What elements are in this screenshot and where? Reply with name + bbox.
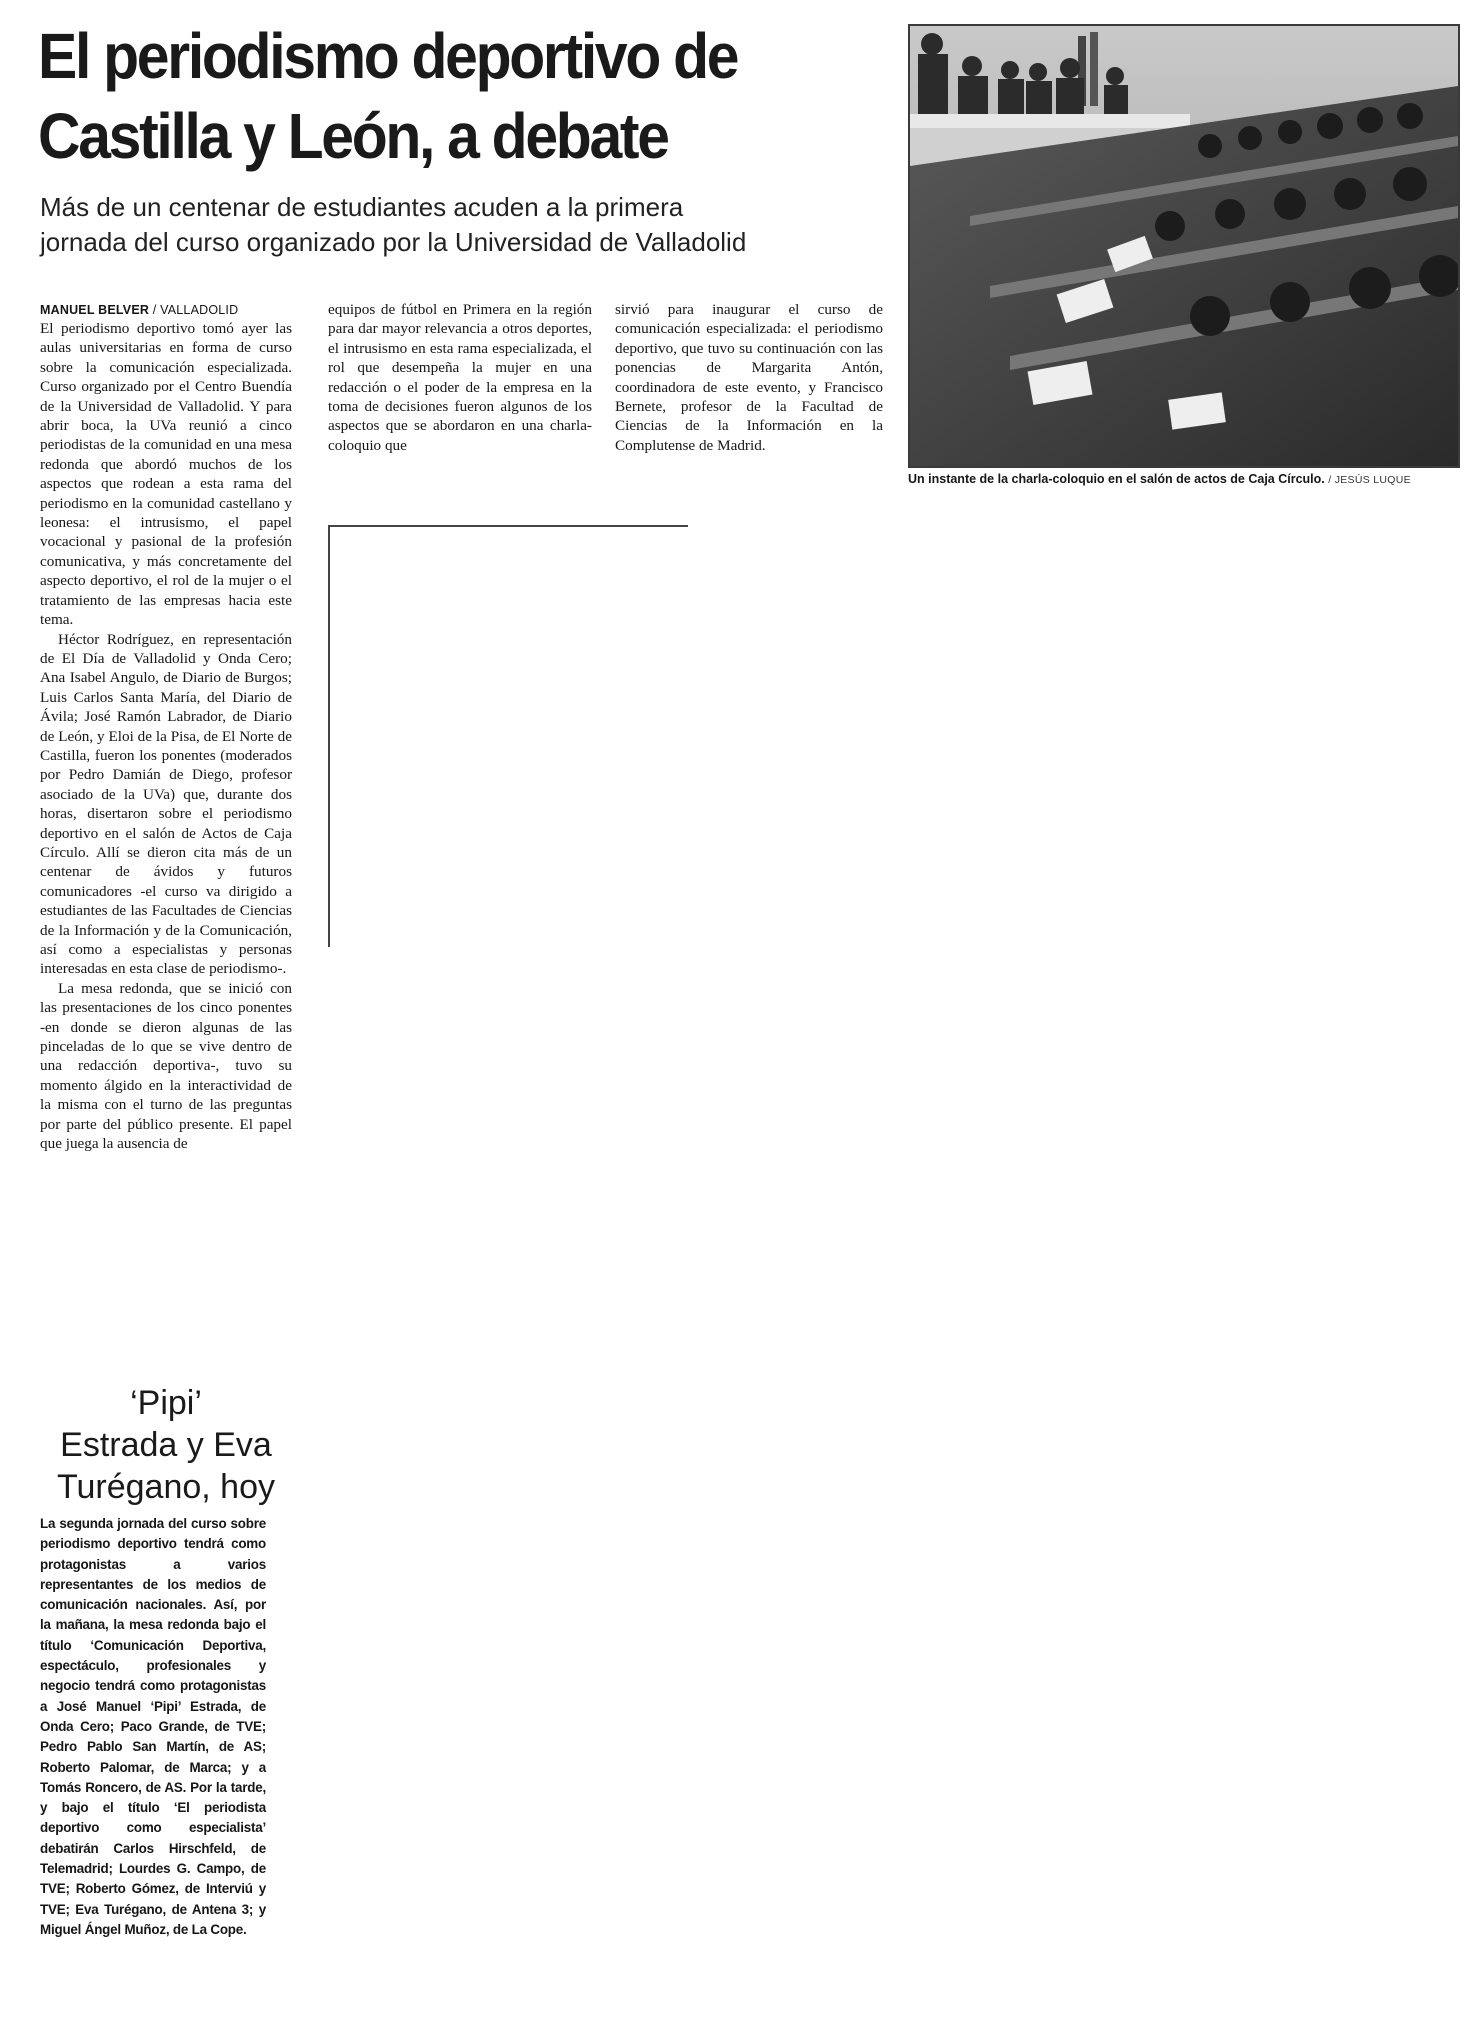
article-column-1	[40, 319, 292, 1153]
headline-line-2: Castilla y León, a debate	[38, 100, 668, 172]
sidebar-text: La segunda jornada del curso sobre periodismo deportivo tendrá como protagonistas a varios representantes de los medios de comunicación nacionales. Así, por la mañana, la mesa redonda bajo el título ‘Comunicación Deportiva, espectáculo, profesionales y negocio tendrá como protagonistas a José Manuel ‘Pipi’ Estrada, de Onda Cero; Paco Grande, de TVE; Pedro Pablo San Martín, de AS; Roberto Palomar, de Marca; y a Tomás Roncero, de AS. Por la tarde, y bajo el título ‘El periodista deportivo como especialista’ debatirán Carlos Hirschfeld, de Telemadrid; Lourdes G. Campo, de TVE; Roberto Gómez, de Interviú y TVE; Eva Turégano, de Antena 3; y Miguel Ángel Muñoz, de La Cope.	[40, 1516, 266, 1937]
byline-author: MANUEL BELVER	[40, 303, 150, 317]
photo-credit: / JESÚS LUQUE	[1328, 474, 1411, 486]
sidebar-title-line-2: Estrada y Eva	[60, 1426, 272, 1464]
subtitle-line-2: jornada del curso organizado por la Universidad de Valladolid	[40, 227, 747, 257]
caption-text: Un instante de la charla-coloquio en el salón de actos de Caja Círculo.	[908, 472, 1325, 486]
sidebar-title-line-1: ‘Pipi’	[130, 1384, 202, 1422]
article-column-2	[328, 300, 592, 455]
empty-box-frame	[328, 525, 688, 947]
event-photo	[908, 24, 1460, 468]
article-column-3	[615, 300, 883, 455]
subtitle	[40, 190, 890, 260]
article-paragraph-col2: equipos de fútbol en Primera en la región para dar mayor relevancia a otros deportes, el intrusismo en esta rama especializada, el rol que desempeña la mujer en una redacción o el poder de la empresa en la toma de decisiones fueron algunos de los aspectos que se abordaron en una charla-coloquio que	[328, 301, 592, 454]
photo-illustration	[910, 26, 1458, 466]
sidebar-title-line-3: Turégano, hoy	[57, 1468, 275, 1506]
subtitle-line-1: Más de un centenar de estudiantes acuden a la primera	[40, 192, 684, 222]
article-paragraph-2: Héctor Rodríguez, en representación de El Día de Valladolid y Onda Cero; Ana Isabel Angulo, de Diario de Burgos; Luis Carlos Santa María, del Diario de Ávila; José Ramón Labrador, de Diario de León, y Eloi de la Pisa, de El Norte de Castilla, fueron los ponentes (moderados por Pedro Damián de Diego, profesor asociado de la UVa) que, durante dos horas, disertaron sobre el periodismo deportivo en el salón de Actos de Caja Círculo. Allí se dieron cita más de un centenar de ávidos y futuros comunicadores -el curso va dirigido a estudiantes de las Facultades de Ciencias de la Información y de la Comunicación, así como a especialistas y personas interesadas en esta clase de periodismo-.	[40, 630, 292, 978]
article-paragraph-3: La mesa redonda, que se inició con las presentaciones de los cinco ponentes -en donde se dieron algunas de las pinceladas de lo que se vive dentro de una redacción deportiva-, tuvo su momento álgido en la interactividad de la misma con el turno de las preguntas por parte del público presente. El papel que juega la ausencia de	[40, 979, 292, 1153]
headline-line-1: El periodismo deportivo de	[38, 20, 738, 92]
article-paragraph-1: El periodismo deportivo tomó ayer las aulas universitarias en forma de curso sobre la comunicación especializada. Curso organizado por el Centro Buendía de la Universidad de Valladolid. Y para abrir boca, la UVa reunió a cinco periodistas de la comunidad en una mesa redonda que abordó muchos de los aspectos que rodean a esta rama del periodismo en la comunidad castellano y leonesa: el intrusismo, el papel vocacional y pasional de la profesión comunicativa, y más concretamente del aspecto deportivo, el rol de la mujer o el tratamiento de las empresas hacia este tema.	[40, 320, 292, 629]
sidebar-title	[40, 1382, 292, 1508]
article-paragraph-col3: sirvió para inaugurar el curso de comunicación especializada: el periodismo deportivo, que tuvo su continuación con las ponencias de Margarita Antón, coordinadora de este evento, y Francisco Bernete, profesor de la Facultad de Ciencias de la Información en la Complutense de Madrid.	[615, 301, 883, 454]
photo-caption	[908, 471, 1460, 488]
byline-location: / VALLADOLID	[152, 303, 239, 317]
headline	[38, 16, 811, 176]
byline	[40, 302, 300, 318]
